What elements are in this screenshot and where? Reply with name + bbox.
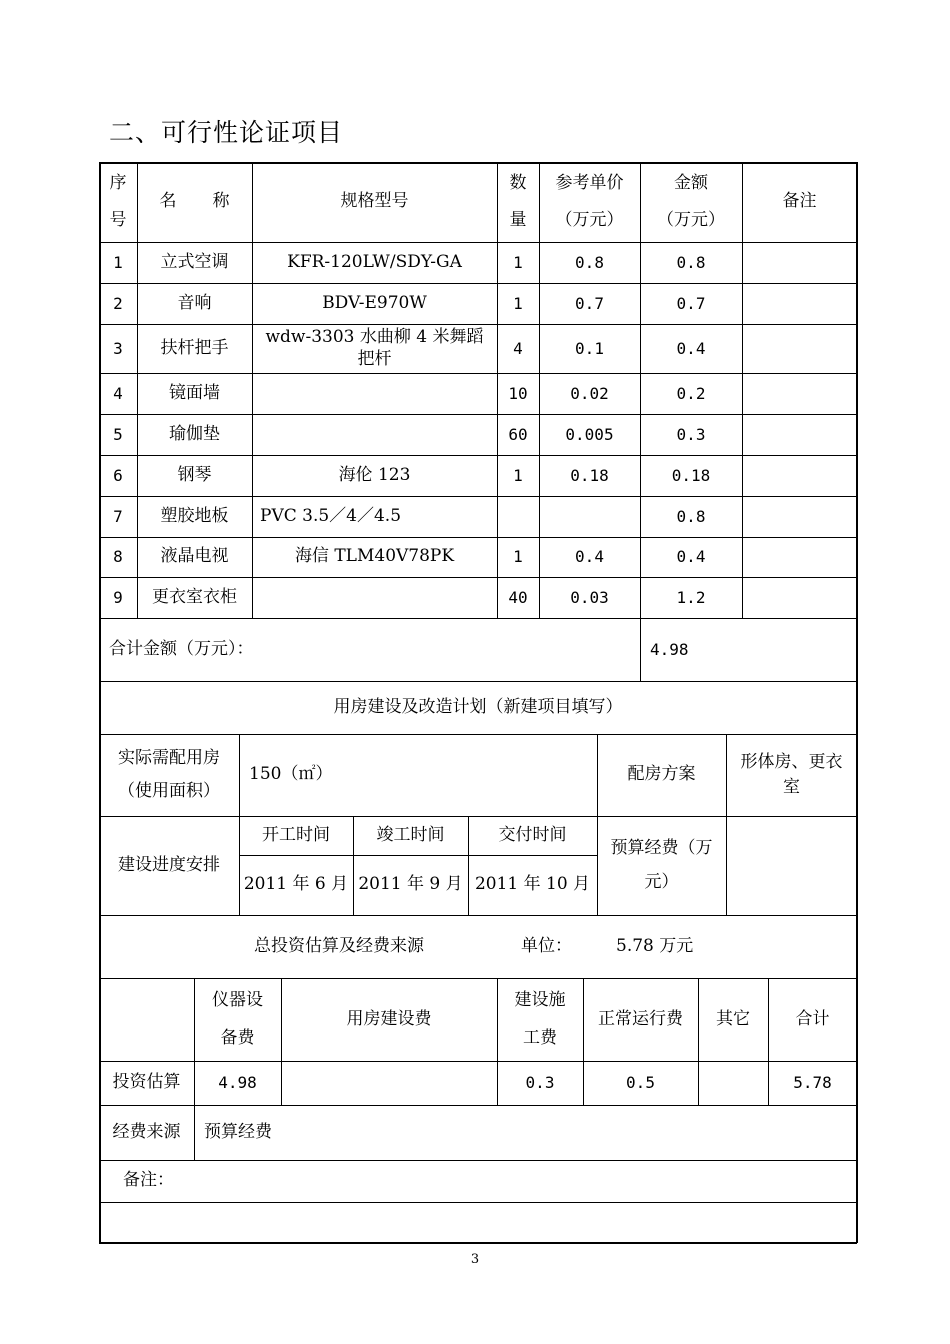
item-price: 0.02 <box>570 383 609 403</box>
grid-line-h <box>99 978 857 979</box>
header-remark: 备注 <box>782 191 817 212</box>
total-value: 4.98 <box>650 639 689 659</box>
header-operating: 正常运行费 <box>598 1008 683 1029</box>
header-construction-line2: 工费 <box>523 1027 557 1048</box>
item-amount: 0.8 <box>676 506 706 526</box>
item-name: 钢琴 <box>177 464 212 485</box>
grid-line-v <box>468 816 469 915</box>
item-remark <box>742 283 857 324</box>
item-spec: 海信 TLM40V78PK <box>294 546 455 567</box>
item-spec <box>252 414 497 455</box>
grid-line-h <box>99 577 857 578</box>
section-title: 二、可行性论证项目 <box>109 118 344 147</box>
plan-value <box>726 734 857 816</box>
header-amount-line2: （万元） <box>657 210 725 230</box>
grid-line-v <box>597 734 598 816</box>
item-remark <box>742 455 857 496</box>
item-seq: 6 <box>113 465 123 485</box>
grid-line-v <box>497 162 498 618</box>
budget-label <box>597 816 726 915</box>
investment-title: 总投资估算及经费来源 <box>254 935 424 956</box>
item-amount: 0.2 <box>676 383 706 403</box>
item-seq: 5 <box>113 424 123 444</box>
grid-line-v <box>239 734 240 816</box>
item-amount: 0.18 <box>671 465 711 485</box>
source-value: 预算经费 <box>204 1121 272 1142</box>
item-name: 镜面墙 <box>169 382 220 403</box>
item-spec <box>252 373 497 414</box>
grid-line-h <box>99 373 857 374</box>
item-spec: 海伦 123 <box>338 464 411 485</box>
header-construction-line1: 建设施 <box>514 990 566 1010</box>
item-name: 立式空调 <box>160 251 229 272</box>
item-qty: 1 <box>513 293 523 313</box>
budget-label-line1: 预算经费（万 <box>610 838 713 858</box>
grid-line-v <box>768 978 769 1105</box>
item-spec: KFR-120LW/SDY-GA <box>287 251 462 272</box>
item-name: 音响 <box>177 292 212 313</box>
item-amount: 1.2 <box>676 587 706 607</box>
item-spec: PVC 3.5／4／4.5 <box>260 505 402 526</box>
item-price: 0.7 <box>575 293 604 313</box>
item-spec: wdw-3303 水曲柳 4 米舞蹈把杆 <box>265 327 484 369</box>
deliver-value: 2011 年 10 月 <box>474 874 591 895</box>
item-remark <box>742 414 857 455</box>
estimate-construction: 0.3 <box>525 1073 555 1092</box>
grid-line-h <box>99 734 857 735</box>
grid-line-h <box>99 324 857 325</box>
item-seq: 1 <box>113 252 123 272</box>
grid-line-h <box>99 1202 857 1203</box>
item-amount: 0.7 <box>676 293 706 313</box>
header-qty <box>497 162 539 242</box>
header-seq-line1: 序 <box>109 172 127 193</box>
item-seq: 8 <box>113 547 123 566</box>
item-qty: 60 <box>508 424 528 444</box>
plan-value-line1: 形体房、更衣 <box>740 751 843 772</box>
grid-line-h <box>99 816 857 817</box>
item-qty: 1 <box>513 252 523 272</box>
item-price: 0.005 <box>565 424 614 444</box>
budget-value <box>726 816 857 915</box>
item-price <box>539 496 640 537</box>
item-qty: 4 <box>513 338 523 358</box>
item-seq: 4 <box>113 383 123 403</box>
estimate-other <box>698 1061 768 1105</box>
header-total: 合计 <box>795 1008 830 1029</box>
item-remark <box>742 577 857 618</box>
plan-label: 配房方案 <box>627 764 696 785</box>
investment-unit-label: 单位： <box>521 935 572 956</box>
grid-line-v <box>698 978 699 1105</box>
estimate-operating: 0.5 <box>626 1073 655 1092</box>
header-price <box>539 162 640 242</box>
header-spec: 规格型号 <box>340 191 409 212</box>
header-equipment <box>194 978 281 1061</box>
item-name: 更衣室衣柜 <box>152 586 237 607</box>
grid-line-v <box>726 734 727 816</box>
room-label-line2: （使用面积） <box>118 781 220 801</box>
header-price-line1: 参考单价 <box>555 172 624 193</box>
item-price: 0.4 <box>575 547 604 566</box>
item-qty: 1 <box>513 465 523 485</box>
estimate-total: 5.78 <box>793 1073 832 1092</box>
item-remark <box>742 324 857 373</box>
grid-line-h <box>99 537 857 538</box>
header-other: 其它 <box>716 1008 750 1029</box>
construction-title: 用房建设及改造计划（新建项目填写） <box>333 696 623 717</box>
grid-line-v <box>353 816 354 915</box>
grid-line-h <box>99 414 857 415</box>
grid-line-v <box>640 618 641 681</box>
grid-line-h <box>239 855 597 856</box>
header-building: 用房建设费 <box>346 1008 432 1029</box>
header-name <box>137 162 252 242</box>
grid-line-v <box>742 162 743 618</box>
room-area: 150（㎡） <box>249 764 333 785</box>
item-qty: 1 <box>513 547 523 566</box>
item-remark <box>742 242 857 283</box>
item-spec <box>252 577 497 618</box>
item-price: 0.1 <box>575 338 604 358</box>
item-amount: 0.4 <box>676 547 706 566</box>
header-equipment-line2: 备费 <box>220 1027 255 1048</box>
grid-line-v <box>281 978 282 1105</box>
item-seq: 7 <box>113 506 123 526</box>
header-price-line2: （万元） <box>555 210 624 230</box>
remark-label: 备注： <box>123 1170 174 1191</box>
investment-unit-value: 5.78 万元 <box>616 935 694 956</box>
grid-line-h <box>99 681 857 682</box>
grid-line-h <box>99 455 857 456</box>
item-name: 瑜伽垫 <box>169 423 220 444</box>
total-label: 合计金额（万元）： <box>109 638 254 659</box>
item-qty: 40 <box>508 587 528 607</box>
remark-blank-row <box>99 1202 857 1243</box>
grid-line-h <box>99 1242 857 1244</box>
grid-line-v <box>194 978 195 1105</box>
grid-line-h <box>99 618 857 619</box>
finish-value: 2011 年 9 月 <box>358 874 463 895</box>
grid-line-v <box>583 978 584 1105</box>
feasibility-table <box>99 162 857 1243</box>
item-amount: 0.3 <box>676 424 706 444</box>
header-seq <box>99 162 137 242</box>
item-price: 0.03 <box>570 587 609 607</box>
grid-line-h <box>99 496 857 497</box>
schedule-label: 建设进度安排 <box>118 854 220 875</box>
item-price: 0.18 <box>570 465 609 485</box>
deliver-label: 交付时间 <box>498 824 567 845</box>
estimate-equipment: 4.98 <box>218 1073 257 1092</box>
item-name: 扶杆把手 <box>160 337 229 358</box>
page-number: 3 <box>470 1252 480 1267</box>
item-price: 0.8 <box>575 252 604 272</box>
header-name-char2: 称 <box>212 191 230 212</box>
item-remark <box>742 496 857 537</box>
item-name: 液晶电视 <box>160 546 229 567</box>
plan-value-line2: 室 <box>783 777 800 797</box>
header-qty-line2: 量 <box>509 210 527 230</box>
room-label-line1: 实际需配用房 <box>118 747 220 768</box>
header-seq-line2: 号 <box>109 210 127 230</box>
item-seq: 3 <box>113 338 123 358</box>
investment-title-row <box>99 915 857 978</box>
item-qty: 10 <box>508 383 528 403</box>
finish-label: 竣工时间 <box>376 824 445 845</box>
item-seq: 2 <box>113 293 123 313</box>
grid-line-v <box>239 816 240 915</box>
header-construction <box>497 978 583 1061</box>
grid-line-v <box>539 162 540 618</box>
grid-line-h <box>99 162 857 164</box>
item-name: 塑胶地板 <box>160 505 229 526</box>
item-spec: BDV-E970W <box>322 292 427 313</box>
source-label: 经费来源 <box>112 1121 181 1142</box>
header-amount <box>640 162 742 242</box>
header-name-char1: 名 <box>159 191 177 212</box>
grid-line-v <box>497 978 498 1105</box>
grid-line-v <box>726 816 727 915</box>
start-value: 2011 年 6 月 <box>243 874 349 895</box>
grid-line-h <box>99 1160 857 1161</box>
header-equipment-line1: 仪器设 <box>212 990 263 1010</box>
grid-line-h <box>99 1105 857 1106</box>
header-qty-line1: 数 <box>509 172 527 193</box>
grid-line-v <box>252 162 253 618</box>
room-label <box>99 734 239 816</box>
budget-label-line2: 元） <box>644 871 679 892</box>
item-qty <box>497 496 539 537</box>
item-amount: 0.4 <box>676 338 706 358</box>
grid-line-v <box>597 816 598 915</box>
item-remark <box>742 373 857 414</box>
grid-line-h <box>99 283 857 284</box>
grid-line-h <box>99 915 857 916</box>
header-amount-line1: 金额 <box>674 172 708 193</box>
grid-line-v <box>137 162 138 618</box>
estimate-label: 投资估算 <box>112 1072 181 1093</box>
start-label: 开工时间 <box>262 824 330 845</box>
item-seq: 9 <box>113 587 123 607</box>
grid-line-h <box>99 1061 857 1062</box>
item-remark <box>742 537 857 577</box>
estimate-building <box>281 1061 497 1105</box>
grid-line-v <box>194 1105 195 1160</box>
item-amount: 0.8 <box>676 252 706 272</box>
grid-line-h <box>99 242 857 243</box>
investment-header-blank <box>99 978 194 1061</box>
grid-line-v <box>640 162 641 618</box>
